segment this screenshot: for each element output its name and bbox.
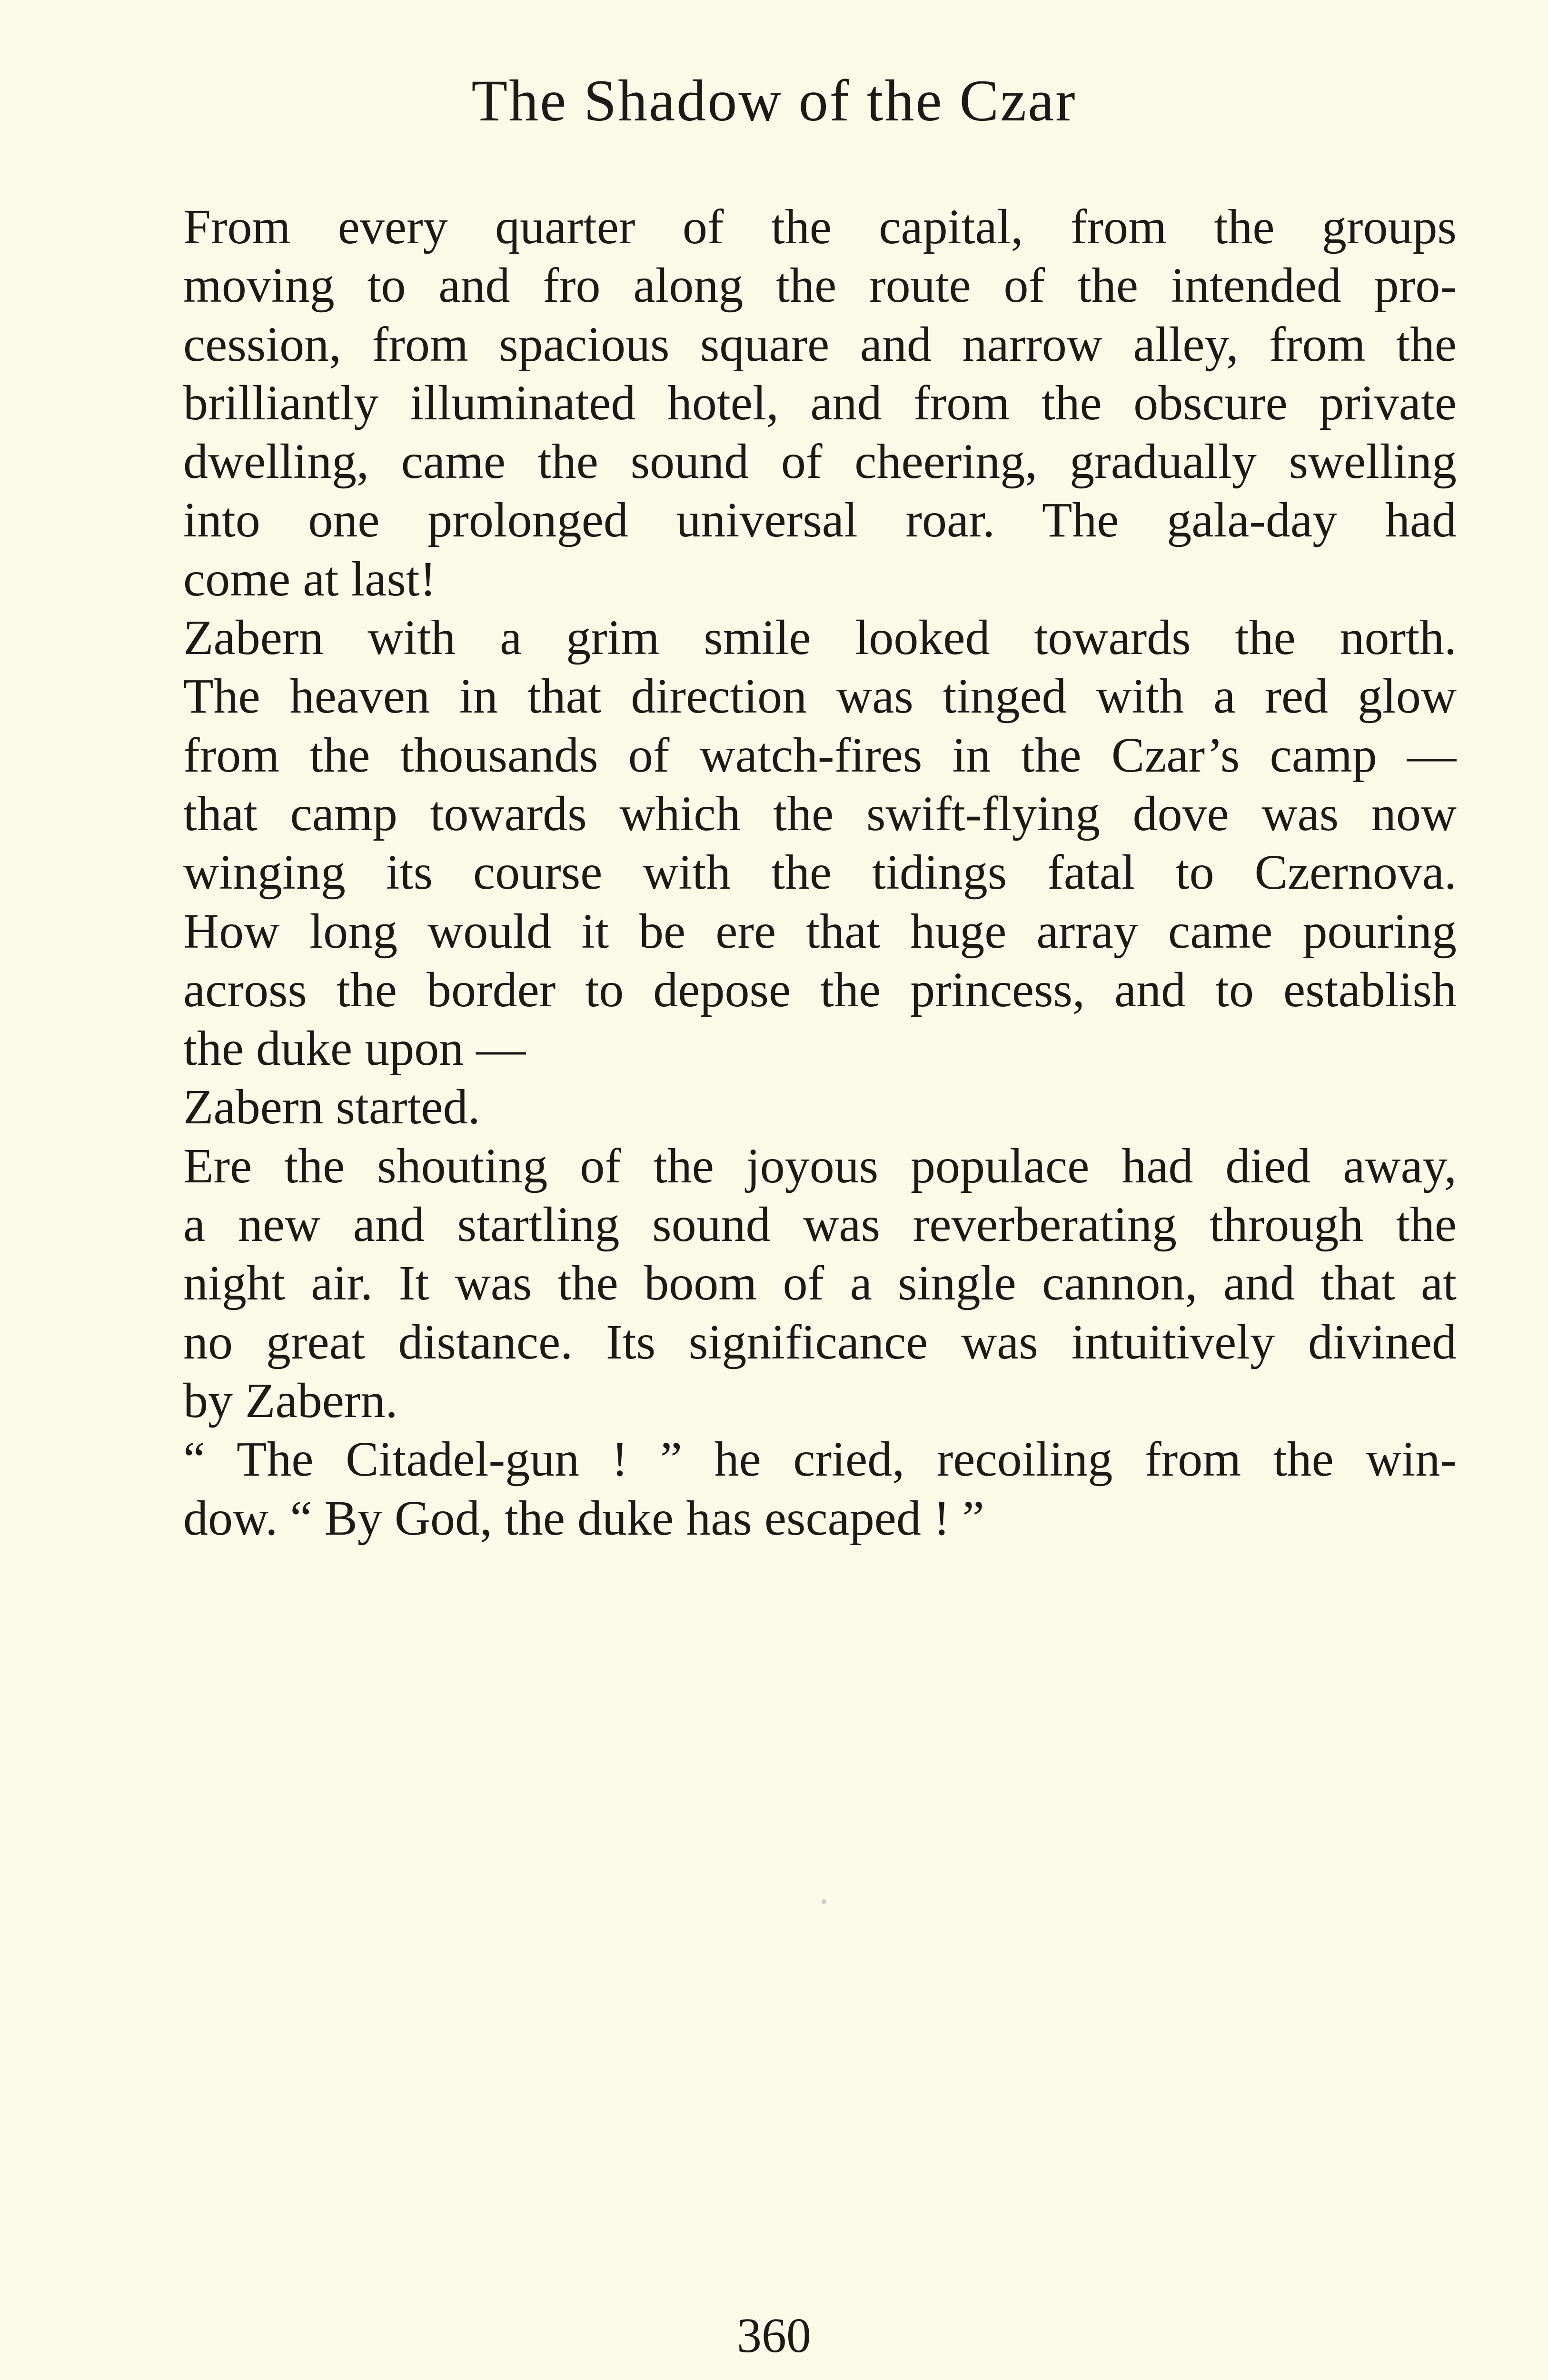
text-line: a new and startling sound was reverberating through the xyxy=(183,1197,1457,1252)
text-line: come at last! xyxy=(183,551,437,606)
text-line: “ The Citadel-gun ! ” he cried, recoiling from the win- xyxy=(183,1432,1457,1487)
text-line: night air. It was the boom of a single cannon, and that at xyxy=(183,1256,1457,1311)
text-line: from the thousands of watch-fires in the Czar’s camp — xyxy=(183,727,1457,783)
paragraph-3 xyxy=(126,1078,1457,1136)
paragraph-5 xyxy=(126,1430,1457,1547)
text-line: The heaven in that direction was tinged with a red glow xyxy=(183,669,1457,724)
text-line: How long would it be ere that huge array came pouring xyxy=(183,903,1457,959)
text-line: winging its course with the tidings fatal to Czernova. xyxy=(183,845,1457,900)
text-line: the duke upon — xyxy=(183,1021,526,1076)
page-number: 360 xyxy=(737,2308,811,2363)
text-line: Zabern with a grim smile looked towards the north. xyxy=(183,610,1457,665)
text-line: cession, from spacious square and narrow alley, from the xyxy=(183,317,1457,372)
text-line: no great distance. Its significance was intuitively divined xyxy=(183,1314,1457,1369)
text-line: that camp towards which the swift-flying dove was now xyxy=(183,786,1457,841)
body-text xyxy=(126,198,1457,1547)
text-line: Ere the shouting of the joyous populace had died away, xyxy=(183,1138,1457,1193)
text-line: dow. “ By God, the duke has escaped ! ” xyxy=(183,1490,984,1546)
running-head: The Shadow of the Czar xyxy=(471,68,1077,133)
paragraph-2 xyxy=(126,608,1457,1078)
paragraph-4 xyxy=(126,1137,1457,1430)
paper-speck xyxy=(822,1899,826,1904)
text-line: Zabern started. xyxy=(183,1080,480,1135)
text-line: dwelling, came the sound of cheering, gradually swelling xyxy=(183,434,1457,489)
text-line: brilliantly illuminated hotel, and from the obscure private xyxy=(183,375,1457,430)
text-line: by Zabern. xyxy=(183,1373,398,1428)
text-line: moving to and fro along the route of the intended pro- xyxy=(183,258,1457,313)
paragraph-1 xyxy=(126,198,1457,608)
text-line: into one prolonged universal roar. The gala-day had xyxy=(183,493,1457,548)
text-line: From every quarter of the capital, from the groups xyxy=(183,199,1457,254)
text-line: across the border to depose the princess, and to establish xyxy=(183,962,1457,1017)
